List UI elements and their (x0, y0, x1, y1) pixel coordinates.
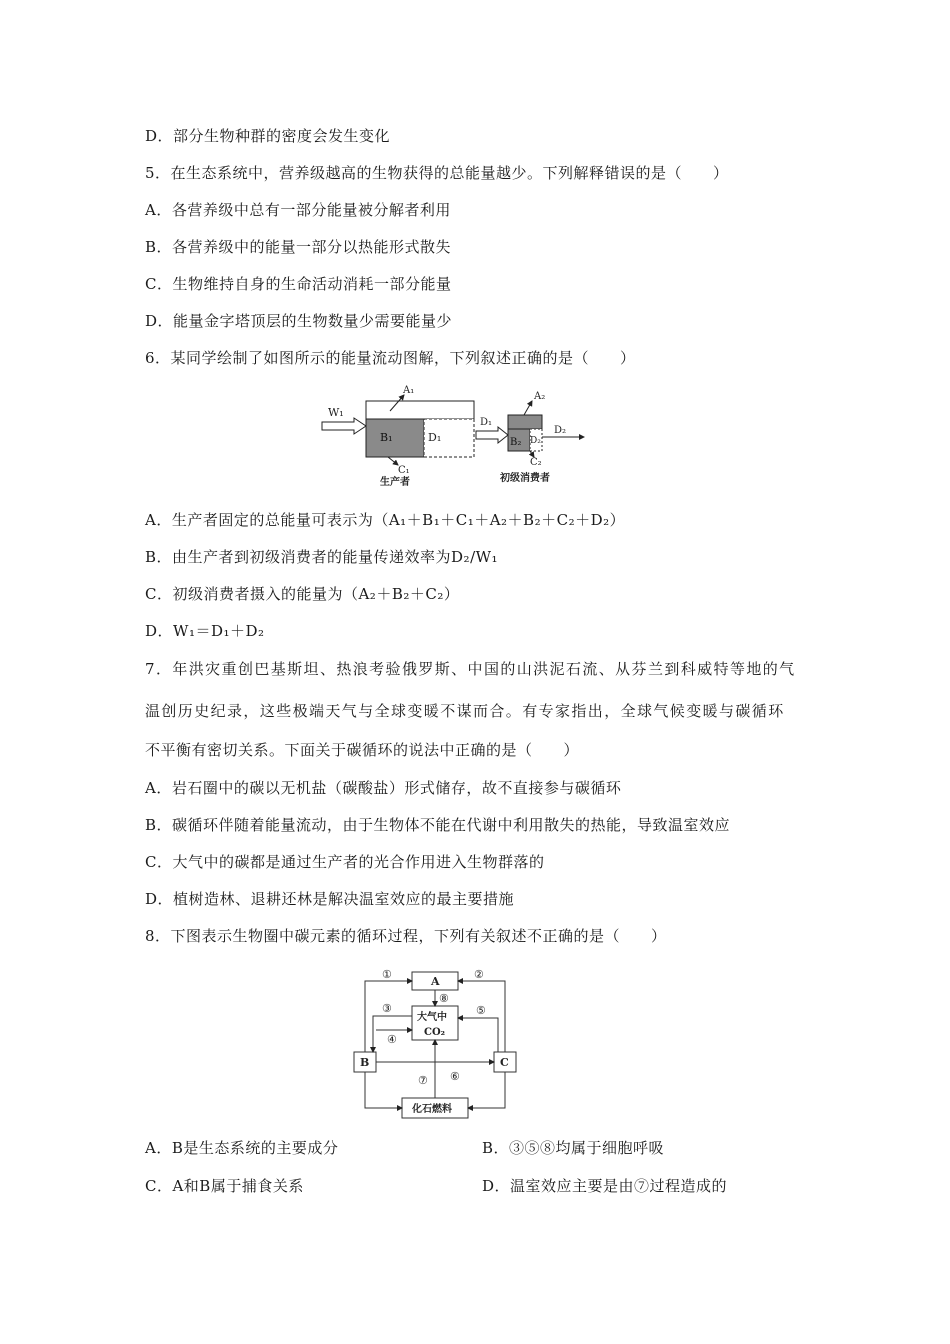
q8-option-d: D．温室效应主要是由⑦过程造成的 (482, 1177, 728, 1195)
num-2: ② (474, 968, 484, 981)
producer-b1 (366, 419, 424, 457)
c1-label: C₁ (398, 465, 410, 476)
num-1: ① (382, 968, 392, 981)
num-6: ⑥ (450, 1070, 460, 1083)
consumer-top (508, 415, 542, 429)
w1-arrow (322, 418, 366, 434)
energy-flow-diagram (318, 383, 608, 489)
q8-option-a: A．B是生态系统的主要成分 (145, 1139, 339, 1157)
q6-option-b: B．由生产者到初级消费者的能量传递效率为D₂/W₁ (145, 548, 499, 566)
q6-option-d: D．W₁＝D₁＋D₂ (145, 622, 265, 640)
q7-stem-line1: 7．年洪灾重创巴基斯坦、热浪考验俄罗斯、中国的山洪泥石流、从芬兰到科威特等地的气 (145, 660, 796, 678)
q8-option-b: B．③⑤⑧均属于细胞呼吸 (482, 1139, 665, 1157)
d2-arrow-label: D₂ (554, 425, 567, 436)
q5-option-c: C．生物维持自身的生命活动消耗一部分能量 (145, 275, 452, 293)
a2-label: A₂ (534, 391, 546, 402)
producer-label: 生产者 (380, 477, 410, 488)
d1-arrow-label: D₁ (480, 417, 493, 428)
q8-option-c: C．A和B属于捕食关系 (145, 1177, 304, 1195)
producer-top (366, 401, 474, 419)
q5-option-b: B．各营养级中的能量一部分以热能形式散失 (145, 238, 452, 256)
q7-stem-line3: 不平衡有密切关系。下面关于碳循环的说法中正确的是（ ） (145, 741, 580, 759)
carbon-cycle-diagram (342, 960, 532, 1124)
q5-stem: 5．在生态系统中，营养级越高的生物获得的总能量越少。下列解释错误的是（ ） (145, 164, 729, 182)
consumer-label: 初级消费者 (500, 473, 550, 484)
label-atmosphere-1: 大气中 (417, 1012, 447, 1023)
w1-label: W₁ (328, 406, 344, 419)
b1-label: B₁ (380, 431, 393, 444)
b2-label: B₂ (510, 437, 522, 448)
q6-option-a: A．生产者固定的总能量可表示为（A₁＋B₁＋C₁＋A₂＋B₂＋C₂＋D₂） (145, 511, 626, 529)
label-a: A (431, 975, 440, 988)
num-5: ⑤ (476, 1004, 486, 1017)
q5-option-d: D．能量金字塔顶层的生物数量少需要能量少 (145, 312, 453, 330)
label-b: B (360, 1056, 370, 1069)
num-7: ⑦ (418, 1074, 428, 1087)
q4-option-d: D．部分生物种群的密度会发生变化 (145, 127, 391, 145)
num-3: ③ (382, 1002, 392, 1015)
label-fossil: 化石燃料 (412, 1104, 452, 1115)
num-4: ④ (387, 1033, 397, 1046)
q8-stem: 8．下图表示生物圈中碳元素的循环过程，下列有关叙述不正确的是（ ） (145, 927, 667, 945)
d1-arrow (476, 427, 508, 443)
c2-label: C₂ (530, 457, 542, 468)
label-c: C (500, 1056, 509, 1069)
q7-option-a: A．岩石圈中的碳以无机盐（碳酸盐）形式储存，故不直接参与碳循环 (145, 779, 622, 797)
q7-option-b: B．碳循环伴随着能量流动，由于生物体不能在代谢中利用散失的热能，导致温室效应 (145, 816, 731, 834)
q7-option-c: C．大气中的碳都是通过生产者的光合作用进入生物群落的 (145, 853, 545, 871)
d2-box-label: D₂ (530, 436, 541, 446)
label-atmosphere-2: CO₂ (424, 1027, 446, 1038)
d1-label: D₁ (428, 431, 442, 444)
q6-stem: 6．某同学绘制了如图所示的能量流动图解，下列叙述正确的是（ ） (145, 349, 636, 367)
q6-option-c: C．初级消费者摄入的能量为（A₂＋B₂＋C₂） (145, 585, 460, 603)
a1-label: A₁ (403, 385, 415, 396)
num-8: ⑧ (439, 992, 449, 1005)
q7-option-d: D．植树造林、退耕还林是解决温室效应的最主要措施 (145, 890, 515, 908)
q7-stem-line2: 温创历史纪录，这些极端天气与全球变暖不谋而合。有专家指出，全球气候变暖与碳循环 (145, 702, 785, 720)
q5-option-a: A．各营养级中总有一部分能量被分解者利用 (145, 201, 451, 219)
